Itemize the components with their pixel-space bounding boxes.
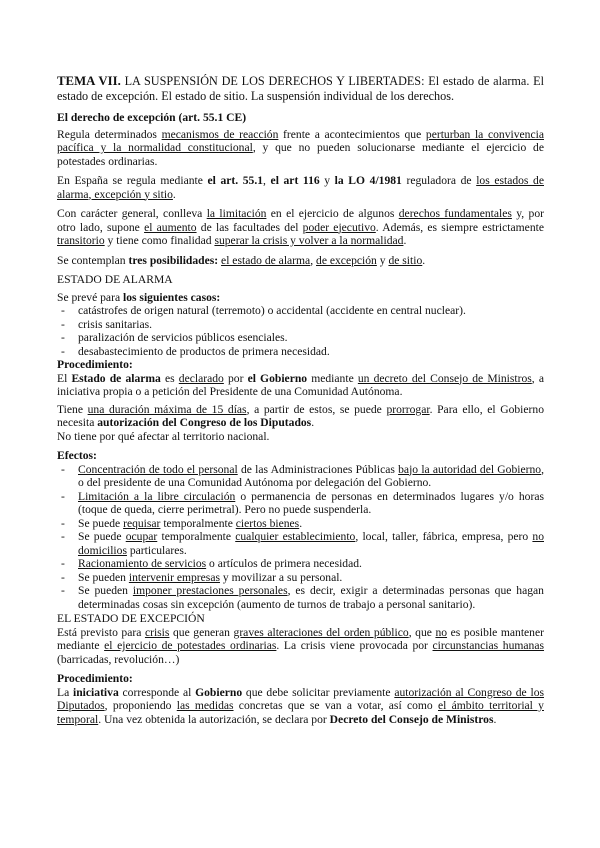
subheading-efectos: Efectos: [57, 449, 97, 462]
list-item: - Se puede requisar temporalmente ciertos bienes. [57, 517, 544, 531]
title-rest: El estado de alarma. El estado de excepción. El estado de sitio. La suspensión individual de los derechos. [57, 74, 544, 103]
paragraph-caracter-general: Con carácter general, conlleva la limitación en el ejercicio de algunos derechos fundamentales y, por otro lado, supone el aumento de las facultades del poder ejecutivo. Además, es siempre estrictamente transitorio y tiene como finalidad superar la crisis y volver a la normalidad. [57, 207, 545, 247]
paragraph-territorio: No tiene por qué afectar al territorio nacional. [57, 429, 270, 443]
list-item: - Se pueden intervenir empresas y movilizar a su personal. [57, 571, 544, 585]
list-item: - Se puede ocupar temporalmente cualquier establecimiento, local, taller, fábrica, empresa, pero no domicilios particulares. [57, 530, 544, 557]
document-body [57, 74, 544, 726]
list-casos [57, 304, 544, 358]
title-heading: LA SUSPENSIÓN DE LOS DERECHOS Y LIBERTADES: [120, 74, 425, 88]
list-efectos [57, 463, 544, 612]
list-item: - catástrofes de origen natural (terremoto) o accidental (accidente en central nuclear). [57, 304, 544, 318]
subheading-procedimiento-excepcion: Procedimiento: [57, 672, 133, 685]
list-item: - paralización de servicios públicos esenciales. [57, 331, 544, 345]
paragraph-duracion: Tiene una duración máxima de 15 días, a partir de estos, se puede prorrogar. Para ello, el Gobierno necesita autorización del Congreso de los Diputados. [57, 402, 544, 429]
list-item: - crisis sanitarias. [57, 318, 544, 332]
section-heading-estado-alarma: ESTADO DE ALARMA [57, 273, 173, 286]
title-tema: TEMA VII. [57, 74, 121, 88]
paragraph-posibilidades: Se contemplan tres posibilidades: el estado de alarma, de excepción y de sitio. [57, 253, 426, 267]
list-item: - Limitación a la libre circulación o permanencia de personas en determinados lugares y/o horas (toque de queda, cierre perimetral). Pero no puede suspenderla. [57, 490, 544, 517]
list-item: - Racionamiento de servicios o artículos de primera necesidad. [57, 557, 544, 571]
list-item: - Concentración de todo el personal de las Administraciones Públicas bajo la autoridad del Gobierno, o del presidente de una Comunidad Autónoma por delegación del Gobierno. [57, 463, 544, 490]
paragraph-casos-intro: Se prevé para los siguientes casos: [57, 290, 221, 304]
subheading-procedimiento-alarma: Procedimiento: [57, 358, 133, 371]
list-item: - Se pueden imponer prestaciones personales, es decir, exigir a determinadas personas que hagan determinadas cosas sin excepción (aumento de turnos de trabajo a personal sanitario). [57, 584, 544, 611]
section-heading-derecho-excepcion: El derecho de excepción (art. 55.1 CE) [57, 111, 247, 124]
paragraph-declarado: El Estado de alarma es declarado por el Gobierno mediante un decreto del Consejo de Ministros, a iniciativa propia o a petición del Presidente de una Comunidad Autónoma. [57, 371, 544, 398]
paragraph-espana: En España se regula mediante el art. 55.1, el art 116 y la LO 4/1981 reguladora de los estados de alarma, excepción y sitio. [57, 174, 544, 201]
list-item: - desabastecimiento de productos de primera necesidad. [57, 345, 544, 359]
page-title [57, 74, 544, 103]
section-heading-estado-excepcion: EL ESTADO DE EXCEPCIÓN [57, 612, 205, 625]
paragraph-regula: Regula determinados mecanismos de reacción frente a acontecimientos que perturban la convivencia pacífica y la normalidad constitucional, y que no pueden solucionarse mediante el ejercicio de potestades ordinarias. [57, 127, 544, 168]
paragraph-iniciativa: La iniciativa corresponde al Gobierno que debe solicitar previamente autorización al Congreso de los Diputados, proponiendo las medidas concretas que se van a votar, así como el ámbito territorial y temporal. Una vez obtenida la autorización, se declara por Decreto del Consejo de Ministros. [57, 685, 544, 726]
paragraph-previsto: Está previsto para crisis que generan graves alteraciones del orden público, que no es posible mantener mediante el ejercicio de potestades ordinarias. La crisis viene provocada por circunstancias humanas (barricadas, revolución…) [57, 625, 545, 666]
